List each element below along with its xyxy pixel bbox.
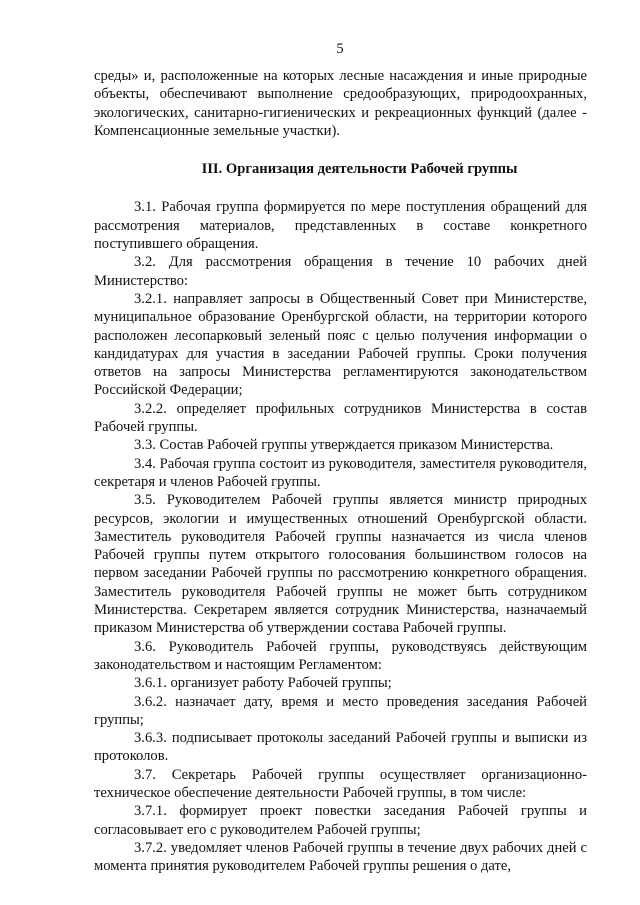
paragraph-3-7-2: 3.7.2. уведомляет членов Рабочей группы в течение двух рабочих дней с момента принятия руководителем Рабочей группы решения о дате,: [94, 839, 587, 875]
paragraph-3-5: 3.5. Руководителем Рабочей группы является министр природных ресурсов, экологии и имущественных отношений Оренбургской области. Заместитель руководителя Рабочей группы назначается из числа членов Рабочей группы путем открытого голосования большинством голосов на первом заседании Рабочей группы по рассмотрению конкретного обращения. Заместитель руководителя Рабочей группы не может быть сотрудником Министерства. Секретарем является сотрудник Министерства, назначаемый приказом Министерства об утверждении состава Рабочей группы.: [94, 492, 587, 637]
section-heading: III. Организация деятельности Рабочей группы: [201, 161, 518, 178]
paragraph-3-7-1: 3.7.1. формирует проект повестки заседания Рабочей группы и согласовывает его с руководителем Рабочей группы;: [94, 803, 587, 838]
paragraph-3-3: 3.3. Состав Рабочей группы утверждается приказом Министерства.: [134, 437, 554, 454]
page-number: 5: [336, 41, 344, 57]
paragraph-3-6-3: 3.6.3. подписывает протоколы заседаний Рабочей группы и выписки из протоколов.: [94, 730, 587, 765]
paragraph-3-4: 3.4. Рабочая группа состоит из руководителя, заместителя руководителя, секретаря и членов Рабочей группы.: [94, 455, 587, 490]
paragraph-3-6-2: 3.6.2. назначает дату, время и место проведения заседания Рабочей группы;: [94, 693, 587, 728]
paragraph-continuation: среды» и, расположенные на которых лесные насаждения и иные природные объекты, обеспечивают выполнение средообразующих, природоохранных, экологических, санитарно-гигиенических и рекреационных функций (далее - Компенсационные земельные участки).: [94, 68, 587, 139]
paragraph-3-6: 3.6. Руководитель Рабочей группы, руководствуясь действующим законодательством и настоящим Регламентом:: [94, 638, 587, 673]
paragraph-3-2: 3.2. Для рассмотрения обращения в течение 10 рабочих дней Министерство:: [94, 254, 587, 289]
document-body: [94, 67, 587, 875]
paragraph-3-2-1: 3.2.1. направляет запросы в Общественный Совет при Министерстве, муниципальное образование Оренбургской области, на территории которого расположен лесопарковый зеленый пояс с целью получения информации о кандидатурах для участия в заседании Рабочей группы. Сроки получения ответов на запросы Министерства регламентируются законодательством Российской Федерации;: [94, 290, 587, 399]
paragraph-3-6-1: 3.6.1. организует работу Рабочей группы;: [134, 675, 392, 692]
paragraph-3-2-2: 3.2.2. определяет профильных сотрудников Министерства в состав Рабочей группы.: [94, 400, 587, 436]
paragraph-3-1: 3.1. Рабочая группа формируется по мере поступления обращений для рассмотрения материалов, представленных в составе конкретного поступившего обращения.: [94, 199, 587, 253]
paragraph-3-7: 3.7. Секретарь Рабочей группы осуществляет организационно-техническое обеспечение деятельности Рабочей группы, в том числе:: [94, 766, 587, 801]
